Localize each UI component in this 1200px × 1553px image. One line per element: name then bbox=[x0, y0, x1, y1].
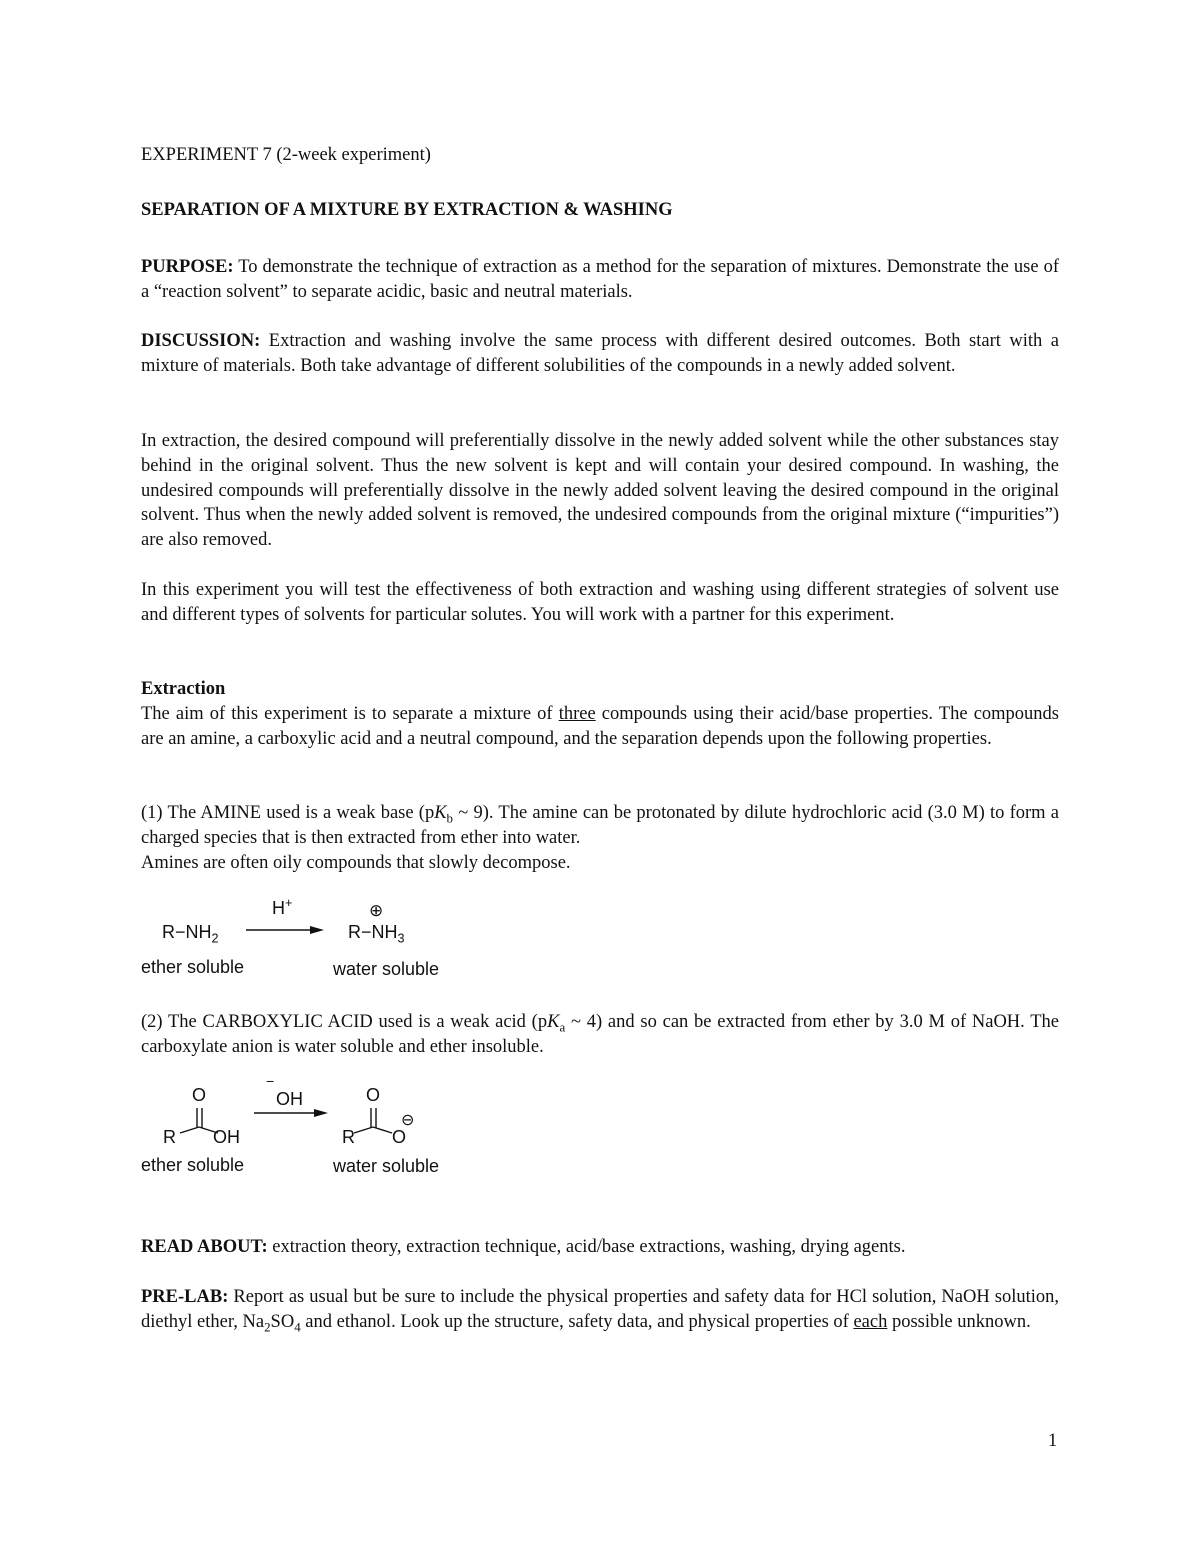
amine-reactant: $R-NH_2$ bbox=[162, 922, 219, 946]
extraction-paragraph: The aim of this experiment is to separate a mixture of three compounds using their acid/base properties. The compounds are an amine, a carboxylic acid and a neutral compound, and the separation depends upon the following properties. bbox=[141, 704, 1059, 749]
discussion-paragraph bbox=[141, 329, 1059, 379]
purpose-paragraph bbox=[141, 255, 1059, 305]
read-about-paragraph: READ ABOUT: extraction theory, extraction technique, acid/base extractions, washing, drying agents. bbox=[141, 1237, 906, 1257]
page-number: 1 bbox=[1048, 1431, 1058, 1451]
amine-ether-soluble-label: ether soluble bbox=[141, 957, 245, 977]
purpose-label: PURPOSE: bbox=[141, 257, 234, 277]
amine-paragraph: (1) The AMINE used is a weak base ($pK_b$ ~ 9). The amine can be protonated by dilute hydrochloric acid (3.0 M) to form a charged species that is then extracted from ether into water. bbox=[141, 803, 1059, 848]
ammonium-product: $R-NH_3$ bbox=[348, 922, 405, 946]
reaction-arrow-2 bbox=[252, 1107, 332, 1119]
read-about-label: READ ABOUT: bbox=[141, 1237, 268, 1257]
purpose-text: To demonstrate the technique of extraction as a method for the separation of mixtures. Demonstrate the use of a “reaction solvent” to separate acidic, basic and neutral materials. bbox=[141, 257, 1059, 302]
underlined-each: each bbox=[853, 1311, 888, 1332]
amine-note: Amines are often oily compounds that slowly decompose. bbox=[141, 853, 571, 873]
reaction-arrow-1 bbox=[244, 924, 328, 936]
discussion-label: DISCUSSION: bbox=[141, 331, 261, 351]
experiment-overview-paragraph: In this experiment you will test the effectiveness of both extraction and washing using different strategies of solvent use and different types of solvents for particular solutes. You will work with a partner for this experiment. bbox=[141, 580, 1059, 625]
reagent-hydroxide: OH bbox=[276, 1089, 303, 1109]
hydroxide-minus: − bbox=[266, 1073, 275, 1089]
acid-oh-group: OH bbox=[213, 1127, 240, 1147]
acid-carbonyl-o: O bbox=[192, 1085, 207, 1105]
document-title: SEPARATION OF A MIXTURE BY EXTRACTION & WASHING bbox=[141, 200, 673, 220]
prelab-label: PRE-LAB: bbox=[141, 1287, 229, 1307]
extraction-vs-washing-paragraph: In extraction, the desired compound will preferentially dissolve in the newly added solvent while the other substances stay behind in the original solvent. Thus the new solvent is kept and will contain your desired compound. In washing, the undesired compounds will preferentially dissolve in the newly added solvent leaving the desired compound in the original solvent. Thus when the newly added solvent is removed, the undesired compounds from the original mixture (“impurities”) are also removed. bbox=[141, 431, 1059, 551]
prelab-paragraph: PRE-LAB: Report as usual but be sure to include the physical properties and safety data for HCl solution, NaOH solution, diethyl ether, $Na_2SO_4$ and ethanol. Look up the structure, safety data, and physical properties of each possible unknown. bbox=[141, 1287, 1059, 1335]
carboxylate-carbonyl-o: O bbox=[366, 1085, 381, 1105]
discussion-text: Extraction and washing involve the same process with different desired outcomes. Both start with a mixture of materials. Both take advantage of different solubilities of the compounds in a newly added solvent. bbox=[141, 331, 1059, 376]
acid-ether-soluble-label: ether soluble bbox=[141, 1155, 245, 1175]
carboxylate-r-group: R bbox=[342, 1127, 355, 1147]
negative-charge-icon: ⊖ bbox=[401, 1112, 415, 1129]
amine-water-soluble-label: water soluble bbox=[333, 959, 440, 979]
acid-water-soluble-label: water soluble bbox=[333, 1156, 440, 1176]
carboxylate-o: O bbox=[392, 1127, 407, 1147]
positive-charge-icon: ⊕ bbox=[369, 901, 384, 920]
acid-r-group: R bbox=[163, 1127, 176, 1147]
reagent-h-plus: H+ bbox=[272, 896, 293, 918]
carboxylic-acid-paragraph: (2) The CARBOXYLIC ACID used is a weak acid ($pK_a$ ~ 4) and so can be extracted from ether by 3.0 M of NaOH. The carboxylate anion is water soluble and ether insoluble. bbox=[141, 1012, 1059, 1057]
underlined-three: three bbox=[558, 704, 596, 724]
extraction-heading: Extraction bbox=[141, 679, 226, 699]
experiment-heading: EXPERIMENT 7 (2-week experiment) bbox=[141, 145, 431, 165]
